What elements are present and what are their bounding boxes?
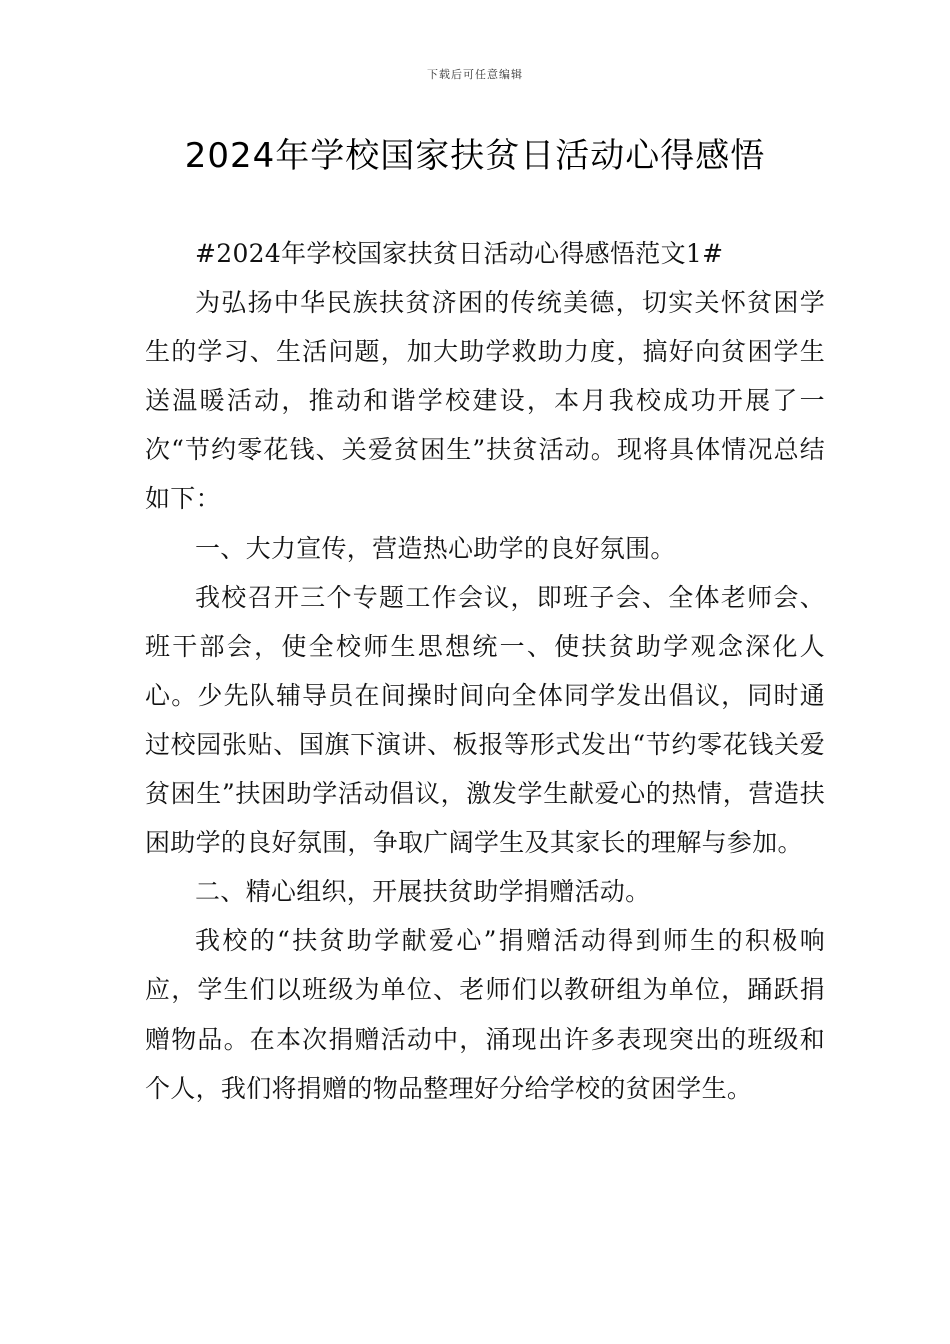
subheading-one: 一、大力宣传，营造热心助学的良好氛围。: [195, 533, 676, 563]
subheading-two: 二、精心组织，开展扶贫助学捐赠活动。: [195, 877, 651, 907]
section-heading-paragraph: #2024年学校国家扶贫日活动心得感悟范文1#: [195, 239, 724, 268]
document-body: [145, 229, 825, 1113]
body-paragraph-two: 我校的“扶贫助学献爱心”捐赠活动得到师生的积极响应，学生们以班级为单位、老师们以教研组为单位，踊跃捐赠物品。在本次捐赠活动中，涌现出许多表现突出的班级和个人，我们将捐赠的物品整理好分给学校的贫困学生。: [145, 926, 825, 1103]
header-note: 下载后可任意编辑: [427, 68, 523, 81]
intro-paragraph: 为弘扬中华民族扶贫济困的传统美德，切实关怀贫困学生的学习、生活问题，加大助学救助力度，搞好向贫困学生送温暖活动，推动和谐学校建设，本月我校成功开展了一次“节约零花钱、关爱贫困生”扶贫活动。现将具体情况总结如下：: [145, 288, 825, 514]
document-title: 2024年学校国家扶贫日活动心得感悟: [184, 136, 766, 176]
body-paragraph-one: 我校召开三个专题工作会议，即班子会、全体老师会、班干部会，使全校师生思想统一、使扶贫助学观念深化人心。少先队辅导员在间操时间向全体同学发出倡议，同时通过校园张贴、国旗下演讲、板报等形式发出“节约零花钱关爱贫困生”扶困助学活动倡议，激发学生献爱心的热情，营造扶困助学的良好氛围，争取广阔学生及其家长的理解与参加。: [145, 582, 825, 858]
